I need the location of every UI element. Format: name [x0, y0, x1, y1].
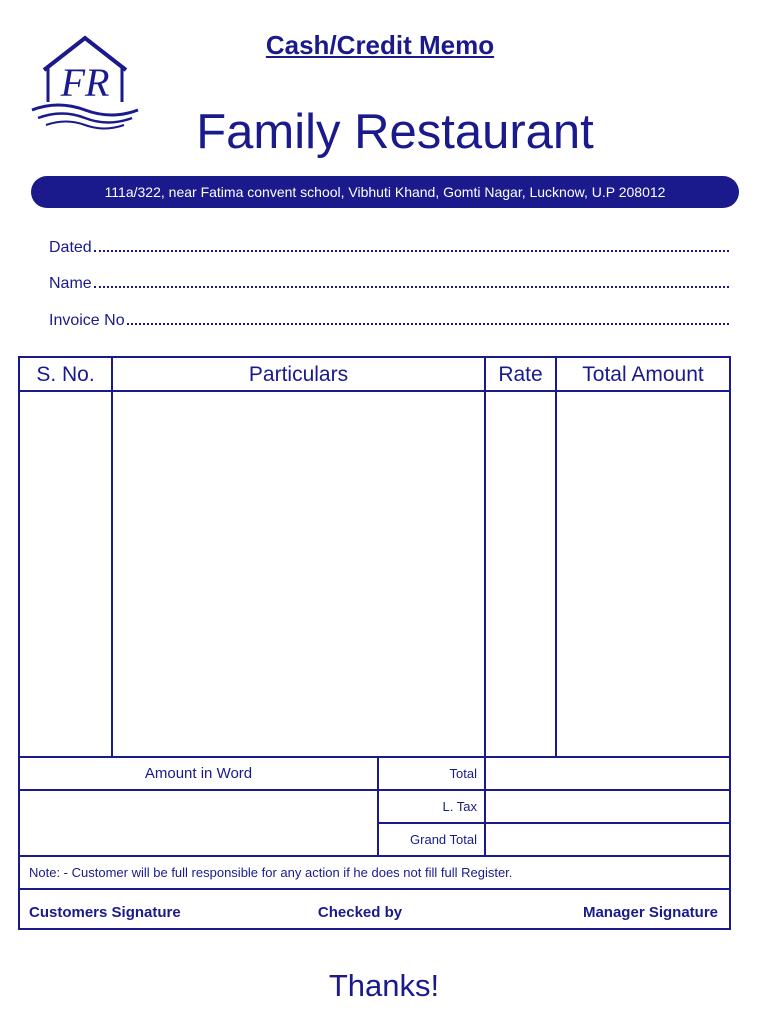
logo-lettering: FR	[60, 60, 110, 105]
total-amount-column-area[interactable]	[557, 392, 729, 756]
customers-signature-label: Customers Signature	[29, 903, 181, 921]
memo-title: Cash/Credit Memo	[265, 30, 495, 60]
name-field[interactable]	[49, 272, 729, 296]
amount-in-word-field[interactable]	[20, 791, 377, 855]
grand-total-label: Grand Total	[410, 832, 477, 847]
invoice-no-field[interactable]	[49, 309, 729, 333]
invoice-no-line	[127, 309, 729, 325]
note-bottom-divider	[20, 888, 729, 890]
dated-label: Dated	[49, 239, 92, 256]
dated-line	[94, 236, 729, 252]
sno-column-area[interactable]	[20, 392, 111, 756]
invoice-no-label: Invoice No	[49, 312, 125, 329]
note-text: Note: - Customer will be full responsible for any action if he does not fill full Register.	[29, 865, 513, 880]
name-line	[94, 272, 729, 288]
total-value-field[interactable]	[486, 758, 729, 789]
thanks-text: Thanks!	[328, 968, 440, 1003]
rate-column-area[interactable]	[486, 392, 555, 756]
col-header-rate: Rate	[498, 363, 543, 386]
dated-field[interactable]	[49, 236, 729, 260]
l-tax-value-field[interactable]	[486, 791, 729, 822]
name-label: Name	[49, 275, 92, 292]
address-bar	[31, 176, 739, 208]
address-text: 111a/322, near Fatima convent school, Vibhuti Khand, Gomti Nagar, Lucknow, U.P 208012	[104, 184, 666, 200]
restaurant-name: Family Restaurant	[196, 105, 594, 159]
grand-total-value-field[interactable]	[486, 824, 729, 855]
col-header-total-amount: Total Amount	[582, 363, 704, 386]
l-tax-label: L. Tax	[442, 799, 477, 814]
manager-signature-label: Manager Signature	[582, 903, 718, 921]
checked-by-label: Checked by	[317, 903, 403, 921]
particulars-column-area[interactable]	[113, 392, 484, 756]
restaurant-logo	[28, 34, 142, 130]
col-header-sno: S. No.	[36, 363, 95, 386]
amount-in-word-label: Amount in Word	[144, 765, 253, 782]
memo-table	[18, 356, 731, 930]
col-header-particulars: Particulars	[248, 363, 349, 386]
total-label: Total	[449, 766, 477, 781]
